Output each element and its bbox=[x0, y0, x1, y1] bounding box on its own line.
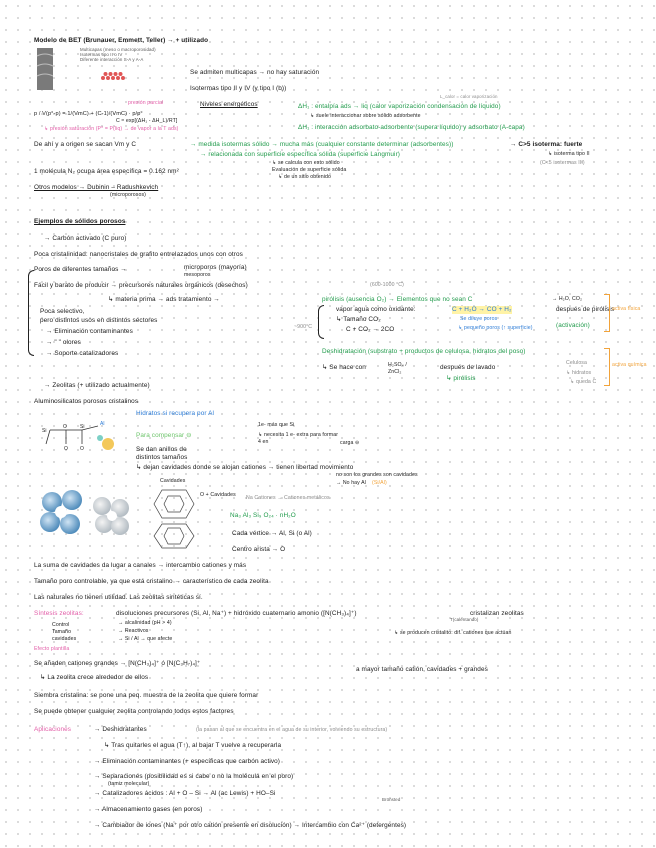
bet-cfrom-6: (C<5 isotermas III) bbox=[540, 160, 585, 166]
carbon-reactivos: H₂SO₄ / ZnCl₂ bbox=[388, 362, 407, 375]
zeolitas-d8: → No hay Al bbox=[336, 480, 366, 486]
control-3: cavidades bbox=[52, 636, 77, 642]
zeolitas-formula: Na₃ Al₃ Si₉ O₂₄ · nH₂O bbox=[230, 512, 296, 519]
app-4b: (tamiz molecular) bbox=[108, 781, 150, 787]
bet-cfrom-8: Evaluación de superficie sólida bbox=[272, 167, 347, 173]
zeolitas-d7: no son los grandes son cavidades bbox=[336, 472, 418, 478]
carbon-deshidratacion: Deshidratación (substrato + productos de celulosa, hidratos del poso) bbox=[322, 348, 526, 355]
formula-note: presión parcial bbox=[128, 100, 164, 106]
control-sial: → Si / Al → que afecte bbox=[118, 636, 173, 642]
factores: Se puede obtener cualquier zeolita controlando todos estos factores bbox=[34, 708, 234, 715]
bet-cfrom-9: ↳ de un sitio obtenido bbox=[278, 174, 331, 180]
sintesis-cristalizan: cristalizan zeolitas bbox=[470, 610, 524, 617]
carbon-h2o: → H₂O, CO₂ bbox=[552, 296, 583, 302]
cavidades-label: Cavidades bbox=[160, 478, 186, 484]
carbon-line-5: Poca selectivo, bbox=[40, 308, 85, 315]
bet-cfrom-4: → C>5 isoterma: fuerte bbox=[510, 141, 583, 148]
app-2: ↳ Tras quitarles el agua (T↑), al bajar T vuelve a recuperarla bbox=[104, 742, 282, 749]
zeolitas-vertice: Cada vértice → Al, Si (o Al) bbox=[232, 530, 312, 537]
efecto-plantilla: Efecto plantilla bbox=[34, 646, 70, 652]
app-7: → Cambiador de iones (Na⁺ por otro catión presente en disolución) → Intercambio con Ca²⁺ (detergentes) bbox=[94, 822, 407, 829]
control-2: Tamaño bbox=[52, 629, 72, 635]
bet-deltah1-liq: ΔH₁ : entalpía ads → liq (calor vaporización condensación de líquido) bbox=[298, 103, 501, 110]
zeolitas-m3: Las naturales no tienen utilidad. Las zeolitas sintéticas sí. bbox=[34, 594, 203, 601]
carbon-lavado: después de lavado bbox=[440, 364, 496, 371]
carbon-use-1: → Eliminación contaminantes bbox=[46, 328, 133, 335]
app-4: → Separaciones (posibilidad es si cabe o no la molécula en el poro) bbox=[94, 773, 294, 780]
zeolitas-d5: distintos tamaños bbox=[136, 454, 188, 461]
carbon-se-hace: ↳ Se hace con bbox=[322, 364, 366, 371]
zeolitas-sub: Aluminosilicatos porosos cristalinos bbox=[34, 398, 139, 405]
aplicaciones-title: Aplicaciones bbox=[34, 726, 72, 733]
plantilla-mayor: a mayor tamaño catión, cavidades + grandes bbox=[356, 666, 488, 673]
zeolitas-d4: Se dan anillos de bbox=[136, 446, 187, 453]
bet-caption-3: Diferente interacción S-A y A-A bbox=[80, 57, 144, 62]
bet-cfrom-3: → relacionada con superficie específica sólida (superficie Langmuir) bbox=[200, 151, 401, 158]
app-3: → Eliminación contaminantes (+ específicas que carbón activo) bbox=[94, 758, 281, 765]
zeolitas-m1: La suma de cavidades da lugar a canales → intercambio cationes y más bbox=[34, 562, 247, 569]
cavidades-label-2: O + Cavidades bbox=[200, 492, 236, 498]
carbon-brace bbox=[28, 270, 34, 356]
carbon-use-3: → Soporte catalizadores bbox=[46, 350, 119, 357]
quimica-brace bbox=[604, 348, 610, 386]
zeolitas-d3: carga ⊖ bbox=[340, 440, 360, 446]
carbon-line-2: Poros de diferentes tamaños → bbox=[34, 266, 127, 273]
svg-text:O: O bbox=[63, 424, 67, 430]
bet-line-1: Se admiten multicapas → no hay saturación bbox=[190, 69, 320, 76]
bet-otros-2: (microporosos) bbox=[110, 192, 146, 198]
svg-text:O: O bbox=[80, 446, 84, 452]
sintesis-cristalito: ↳ se producen cristalito: dif. cationes que actúan bbox=[394, 630, 512, 636]
zeolitas-d9: (Si/Al) bbox=[372, 480, 387, 486]
bet-cfrom: De ahí y a origen se sacan Vm y C bbox=[34, 141, 137, 148]
bet-line-2: Isotermas tipo II y IV (y tipo I (b)) bbox=[190, 85, 287, 92]
bet-formula-c: C ≈ exp[(ΔH₁ - ΔH_L)/RT] bbox=[116, 118, 178, 124]
bet-formula: p / V(p°-p) = 1/(VmC) + (C-1)/(VmC) · p/p° bbox=[34, 111, 143, 117]
zeolitas-d6: ↳ dejan cavidades donde se alojan cationes → tienen libertad movimiento bbox=[136, 464, 354, 471]
carbon-reaction-2: C + CO₂ → 2CO bbox=[346, 326, 395, 333]
app-5: → Catalizadores ácidos : Al + O – Si → Al (ac Lewis) + HO–Si bbox=[94, 790, 276, 797]
carbon-line-3: Fácil y barato de producir → precursores naturales orgánicos (desechos) bbox=[34, 282, 248, 289]
svg-text:O: O bbox=[64, 446, 68, 452]
activation-brace bbox=[318, 305, 324, 339]
control-1: Control bbox=[52, 622, 70, 628]
activa-quimica: activa química bbox=[612, 362, 647, 368]
carbon-reaction-1: C + H₂O → CO + H₂ bbox=[452, 306, 512, 313]
bet-cfrom-2: → medida isotermas sólido → mucha más (cualquier constante determinar (adsorbentes)) bbox=[190, 141, 454, 148]
carbon-pirolisis: pirólisis (ausencia O₂) → Elementos que no sean C bbox=[322, 296, 473, 303]
celulosa-c: ↳ queda C bbox=[570, 379, 597, 385]
zeolitas-l1: Na Cationes → Cationes metálicos bbox=[246, 495, 330, 501]
plantilla-1: Se añaden cationes grandes → [N(CH₃)₄]⁺ ó [N(C₃H₇)₄]⁺ bbox=[34, 660, 201, 667]
carbon-line-1: Poca cristalinidad: nanocristales de grafito entrelazados unos con otros bbox=[34, 251, 243, 258]
sintesis-label: Síntesis zeolitas: bbox=[34, 610, 84, 617]
bet-calor-note: L_calor = calor vaporización bbox=[440, 94, 498, 99]
carbon-temp: (600-1000 °C) bbox=[370, 282, 404, 288]
bet-niveles: Niveles energéticos bbox=[200, 101, 258, 108]
sintesis-text: disoluciones precursores (Si, Al, Na⁺) + hidróxido cuaternario amonio ([N(CH₃)₄]⁺) bbox=[116, 610, 357, 617]
carbon-micro: microporos (mayoría) bbox=[184, 264, 247, 271]
carbon-co2: ↳ Tamaño CO₂ bbox=[336, 316, 381, 323]
carbon-vapor: vapor agua como oxidante: bbox=[336, 306, 416, 313]
carbon-meso: mesoporos bbox=[184, 272, 211, 278]
bet-cfrom-7: ↳ se calcula con esto sólido bbox=[272, 160, 340, 166]
bet-cfrom-5: ↳ isoterma tipo II bbox=[548, 151, 590, 157]
zeolite-framework-image bbox=[36, 486, 136, 542]
bet-deltah1-ads: ΔH₁ : interacción adsorbato-adsorbente (supera líquido) y adsorbato (A-capa) bbox=[298, 124, 525, 131]
carbon-pequeno: ↳ pequeño poros (↑ superficie) bbox=[458, 325, 533, 331]
bet-caption-1: Multicapas (meso o macroporosidad) bbox=[80, 47, 156, 52]
carbon-title: → Carbón activado (C puro) bbox=[44, 235, 127, 242]
zeolitas-lime-1: Para compensar ⊖ bbox=[136, 432, 192, 439]
siembra: Siembra cristalina: se pone una peq. muestra de la zeolita que quiere formar bbox=[34, 692, 259, 699]
carbon-900: ~900°C bbox=[294, 324, 313, 330]
carbon-pirolisis-2: ↳ pirólisis bbox=[446, 375, 476, 382]
carbon-line-6: pero distintos usos en distintos sectores bbox=[40, 317, 158, 324]
bet-molecule-area: 1 molécula N₂ ocupa área específica = 0.162 nm² bbox=[34, 168, 179, 175]
carbon-activacion: (activación) bbox=[556, 322, 590, 329]
bet-layers-illustration bbox=[34, 46, 56, 92]
aluminosilicate-structure-icon bbox=[36, 414, 128, 462]
carbon-use-2: → " " olores bbox=[46, 339, 81, 346]
celulosa: Celulosa bbox=[566, 360, 587, 366]
multilayer-molecules-icon bbox=[100, 69, 128, 81]
celulosa-hidratos: ↳ hidratos bbox=[566, 370, 592, 376]
zeolitas-title: → Zeolitas (+ utilizado actualmente) bbox=[44, 382, 150, 389]
svg-text:Si: Si bbox=[42, 428, 47, 434]
carbon-despues: después de pirólisis bbox=[556, 306, 615, 313]
app-1b: (la pasan al que se encuentra en el agua de su interior, volviendo su estructura) bbox=[196, 727, 388, 733]
activa-fisica: activa física bbox=[612, 306, 641, 312]
fisica-brace bbox=[604, 294, 610, 332]
bet-line-4: ↳ suele interaccionar sobre sólido adsorbente bbox=[310, 113, 421, 119]
zeolitas-d1: 1e- más que Si bbox=[258, 422, 295, 428]
section-ejemplos: Ejemplos de sólidos porosos bbox=[34, 218, 126, 225]
bet-otros: Otros modelos → Dubinin – Radushkevich bbox=[34, 184, 159, 191]
sintesis-t: T(calentando) bbox=[450, 617, 479, 622]
sodalite-cage-diagram bbox=[148, 482, 200, 554]
zeolitas-blue-1: Hidratos si recupera por Al bbox=[136, 410, 215, 417]
carbon-line-4: ↳ materia prima → ads tratamiento → bbox=[108, 296, 220, 303]
control-alc: → alcalinidad (pH > 4) bbox=[118, 620, 172, 626]
svg-text:Al: Al bbox=[100, 421, 105, 427]
control-reac: → Reactivos bbox=[118, 628, 149, 634]
bet-pink-note: ↳ presión saturación (P° = P(liq) → de vapor a la T ads) bbox=[44, 126, 179, 132]
app-5b: Brönsted bbox=[382, 797, 401, 802]
app-6: → Almacenamiento gases (en poros) bbox=[94, 806, 203, 813]
plantilla-2: ↳ La zeolita crece alrededor de ellos bbox=[40, 674, 149, 681]
zeolitas-d2: ↳ necesita 1 e- extra para formar 4 en bbox=[258, 432, 339, 445]
carbon-diluye: Se diluye poros bbox=[460, 316, 498, 322]
svg-text:Si: Si bbox=[80, 424, 85, 430]
zeolitas-arista: Centro arista → O bbox=[232, 546, 286, 553]
page-title: Modelo de BET (Brunauer, Emmett, Teller) → + utilizado bbox=[34, 37, 209, 44]
zeolitas-m2: Tamaño poro controlable, ya que está cristalino → característico de cada zeolita bbox=[34, 578, 269, 585]
app-1: → Deshidratantes bbox=[94, 726, 147, 733]
bet-caption-2: Isotermas tipo II o IV bbox=[80, 52, 123, 57]
